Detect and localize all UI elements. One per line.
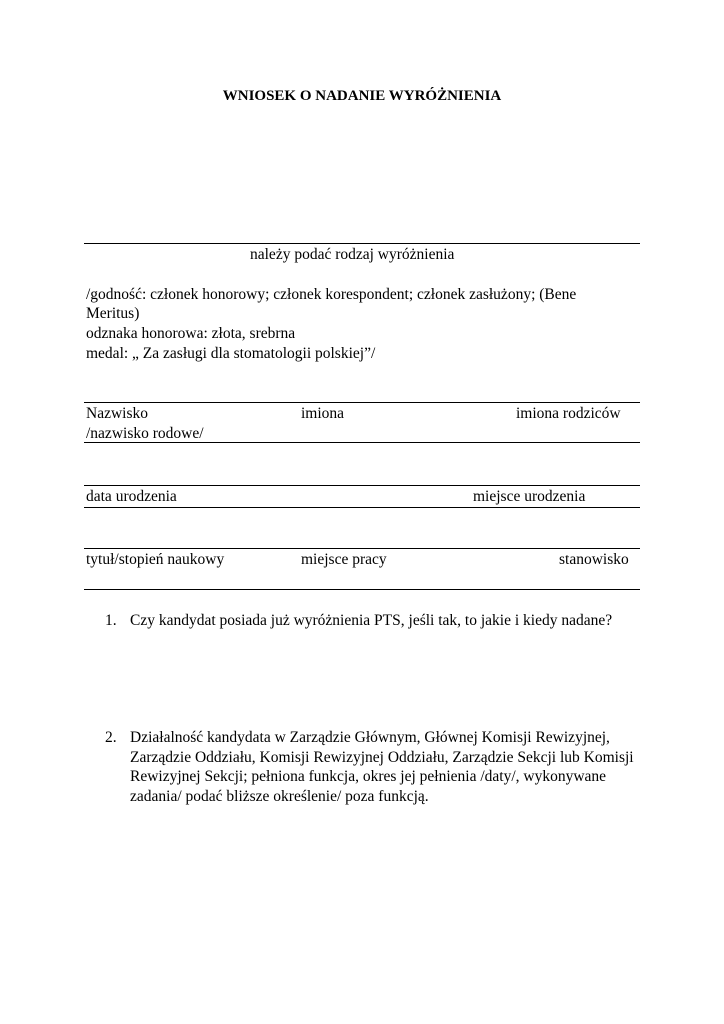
award-kind-line[interactable] [84, 243, 640, 244]
maiden-name-label: /nazwisko rodowe/ [86, 425, 204, 442]
position-label: stanowisko [559, 551, 629, 568]
document-title: WNIOSEK O NADANIE WYRÓŻNIENIA [222, 88, 502, 104]
award-option-line-3: odznaka honorowa: złota, srebrna [86, 325, 296, 342]
award-option-line-4: medal: „ Za zasługi dla stomatologii polskiej”/ [86, 345, 376, 362]
award-option-line-1: /godność: członek honorowy; członek korespondent; członek zasłużony; (Bene [86, 286, 577, 303]
workplace-label: miejsce pracy [301, 551, 387, 568]
first-names-label: imiona [301, 405, 345, 422]
work-bottom-line [84, 589, 640, 590]
birth-place-label: miejsce urodzenia [473, 488, 586, 505]
birth-line[interactable] [84, 485, 640, 486]
question-1-number: 1. [105, 612, 117, 629]
name-bottom-line [84, 442, 640, 443]
award-kind-label: należy podać rodzaj wyróżnienia [250, 246, 455, 263]
question-2-number: 2. [105, 729, 117, 746]
title-degree-label: tytuł/stopień naukowy [86, 551, 225, 568]
surname-label: Nazwisko [86, 405, 148, 422]
question-1-text: Czy kandydat posiada już wyróżnienia PTS, jeśli tak, to jakie i kiedy nadane? [130, 612, 613, 629]
birth-bottom-line [84, 507, 640, 508]
parents-names-label: imiona rodziców [516, 405, 621, 422]
name-line[interactable] [84, 402, 640, 403]
question-2-text: Działalność kandydata w Zarządzie Głównym, Głównej Komisji Rewizyjnej, Zarządzie Oddziału, Komisji Rewizyjnej Oddziału, Zarządzie Sekcji lub Komisji Rewizyjnej Sekcji; pełniona funkcja, okres jej pełnienia /daty/, wykonywane zadania/ podać bliższe określenie/ poza funkcją. [130, 729, 634, 805]
birth-date-label: data urodzenia [86, 488, 177, 505]
award-option-line-2: Meritus) [86, 305, 140, 322]
work-line[interactable] [84, 548, 640, 549]
